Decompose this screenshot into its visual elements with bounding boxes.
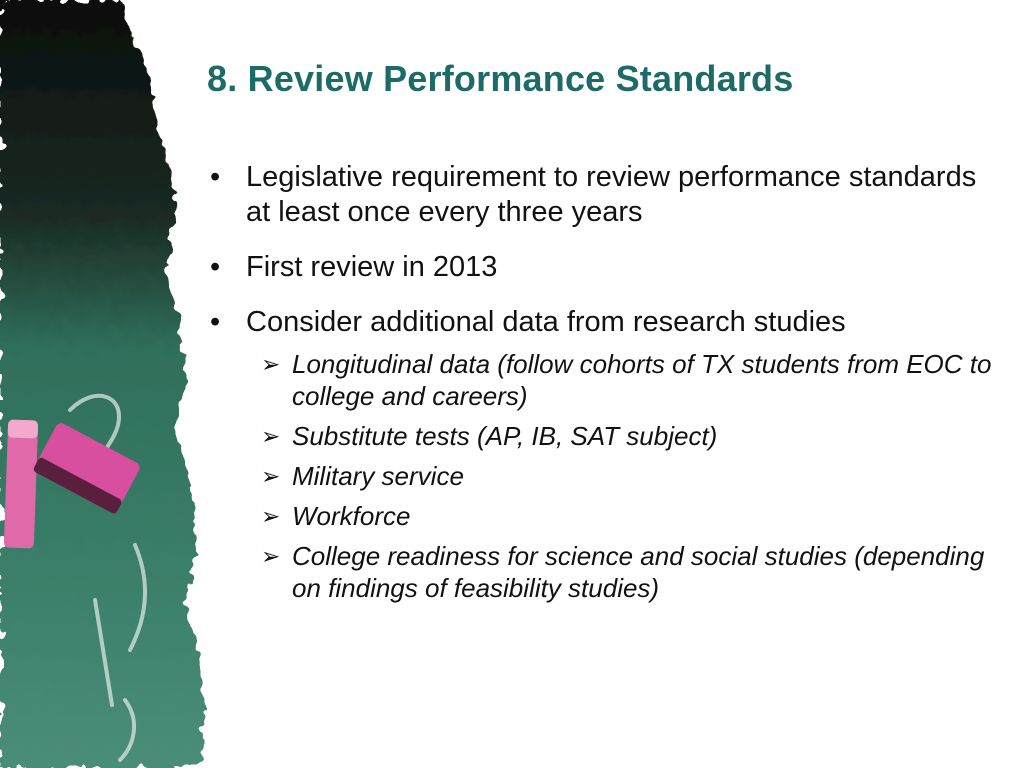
- arrow-bullet-icon: ➢: [261, 423, 281, 449]
- bullet-text: Legislative requirement to review performance standards at least once every three years: [246, 161, 977, 228]
- arrow-bullet-icon: ➢: [261, 503, 281, 529]
- sub-item-text: College readiness for science and social studies (depending on findings of feasibility studies): [292, 541, 985, 603]
- sub-item-text: Military service: [292, 461, 464, 491]
- sub-bullet-list: [246, 348, 997, 604]
- sub-item-longitudinal-data: [246, 348, 997, 412]
- sub-item-text: Substitute tests (AP, IB, SAT subject): [292, 421, 718, 451]
- chalkboard-image: [0, 0, 235, 768]
- sub-item-workforce: [246, 500, 997, 532]
- bullet-item-legislative-requirement: [207, 160, 997, 230]
- sub-item-text: Workforce: [292, 501, 411, 531]
- arrow-bullet-icon: ➢: [261, 463, 281, 489]
- sub-item-substitute-tests: [246, 420, 997, 452]
- bullet-item-additional-data: [207, 305, 997, 604]
- sub-item-military-service: [246, 460, 997, 492]
- bullet-icon: •: [210, 306, 221, 338]
- slide-content: [207, 160, 997, 624]
- slide-title: 8. Review Performance Standards: [207, 58, 794, 99]
- chalkboard-decoration: [0, 0, 235, 768]
- arrow-bullet-icon: ➢: [261, 351, 281, 377]
- bullet-list: [207, 160, 997, 604]
- bullet-icon: •: [210, 251, 221, 283]
- bullet-icon: •: [210, 161, 221, 193]
- sub-item-college-readiness: [246, 540, 997, 604]
- arrow-bullet-icon: ➢: [261, 543, 281, 569]
- bullet-item-first-review: [207, 250, 997, 285]
- bullet-text: Consider additional data from research studies: [246, 306, 846, 338]
- sub-item-text: Longitudinal data (follow cohorts of TX students from EOC to college and careers): [292, 349, 992, 411]
- bullet-text: First review in 2013: [246, 251, 498, 283]
